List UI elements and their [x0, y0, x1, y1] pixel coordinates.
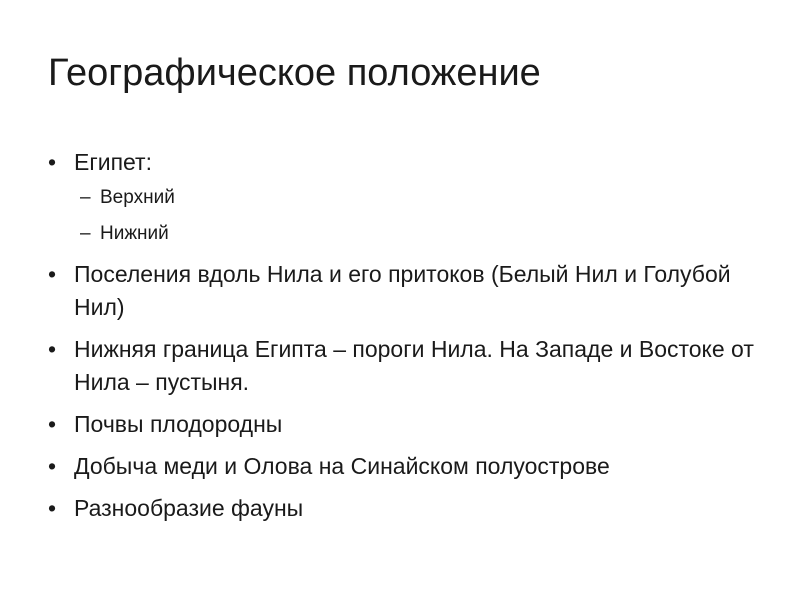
slide-title: Географическое положение [48, 52, 541, 94]
bullet-icon: • [48, 495, 57, 521]
dash-icon: – [80, 223, 91, 244]
sub-list [74, 183, 768, 249]
list-item-border [48, 333, 768, 399]
sub-item-text: Верхний [100, 187, 175, 208]
bullet-icon: • [48, 261, 57, 287]
list-item-soils [48, 408, 768, 441]
list-item-mining [48, 450, 768, 483]
list-item-fauna [48, 492, 768, 525]
bullet-icon: • [48, 453, 57, 479]
list-item-settlements [48, 258, 768, 324]
list-item-text: Почвы плодородны [74, 411, 283, 437]
bullet-icon: • [48, 411, 57, 437]
list-item-text: Египет: [74, 149, 152, 175]
sub-item-upper [74, 183, 768, 213]
sub-item-text: Нижний [100, 223, 169, 244]
list-item-egypt [48, 146, 768, 249]
sub-item-lower [74, 219, 768, 249]
list-item-text: Поселения вдоль Нила и его притоков (Белый Нил и Голубой Нил) [74, 261, 731, 320]
dash-icon: – [80, 187, 91, 208]
bullet-icon: • [48, 149, 57, 175]
bullet-list [48, 146, 768, 534]
list-item-text: Нижняя граница Египта – пороги Нила. На Западе и Востоке от Нила – пустыня. [74, 336, 754, 395]
list-item-text: Добыча меди и Олова на Синайском полуострове [74, 453, 610, 479]
bullet-icon: • [48, 336, 57, 362]
list-item-text: Разнообразие фауны [74, 495, 304, 521]
